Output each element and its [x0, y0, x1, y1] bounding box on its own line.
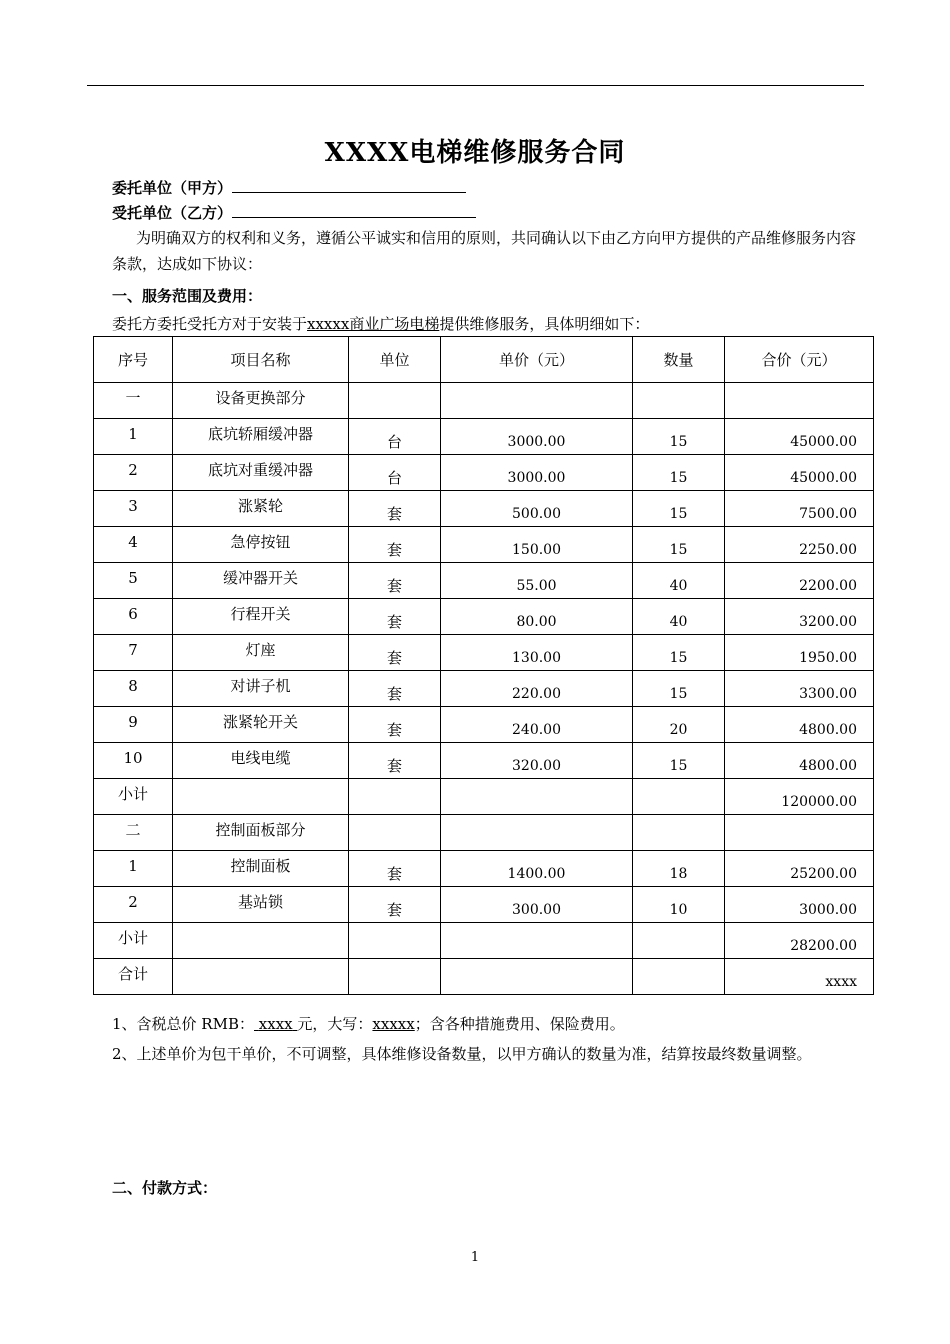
section1-description: [112, 313, 649, 334]
cell-qty: 10: [633, 887, 725, 923]
cell-price: 130.00: [441, 635, 633, 671]
cell-price: 55.00: [441, 563, 633, 599]
cell-total: 7500.00: [725, 491, 874, 527]
cell-unit: 套: [349, 743, 441, 779]
cell-name: 设备更换部分: [173, 383, 349, 419]
party-b-blank: [232, 203, 476, 218]
cell-qty: 20: [633, 707, 725, 743]
cell-qty: [633, 923, 725, 959]
table-row: [94, 959, 874, 995]
cell-no: 1: [94, 851, 173, 887]
note2: 2、上述单价为包干单价，不可调整，具体维修设备数量，以甲方确认的数量为准，结算按最终数量调整。: [112, 1045, 812, 1063]
cell-name: 底坑对重缓冲器: [173, 455, 349, 491]
cell-unit: 台: [349, 455, 441, 491]
party-a-line: [112, 177, 466, 198]
cell-no: 3: [94, 491, 173, 527]
cell-name: 底坑轿厢缓冲器: [173, 419, 349, 455]
cell-unit: 套: [349, 563, 441, 599]
cell-total: xxxx: [725, 959, 874, 995]
header-qty: 数量: [633, 337, 725, 383]
note1-mid: 元，大写：: [297, 1015, 373, 1033]
cell-unit: 套: [349, 851, 441, 887]
table-row: [94, 491, 874, 527]
party-b-label: 受托单位（乙方）: [112, 204, 233, 222]
cell-no: 9: [94, 707, 173, 743]
cell-no: 二: [94, 815, 173, 851]
party-b-line: [112, 202, 476, 223]
header-price: 单价（元）: [441, 337, 633, 383]
table-row: [94, 419, 874, 455]
cell-total: 3300.00: [725, 671, 874, 707]
cell-total: 45000.00: [725, 455, 874, 491]
table-row: [94, 707, 874, 743]
cell-price: [441, 383, 633, 419]
table-header-row: [94, 337, 874, 383]
cell-qty: [633, 815, 725, 851]
cell-price: 80.00: [441, 599, 633, 635]
note1-post: ；含各种措施费用、保险费用。: [414, 1015, 625, 1033]
table-row: [94, 455, 874, 491]
section1-heading: 一、服务范围及费用：: [112, 287, 263, 305]
cell-no: 5: [94, 563, 173, 599]
header-name: 项目名称: [173, 337, 349, 383]
cell-no: 小计: [94, 923, 173, 959]
cell-price: 220.00: [441, 671, 633, 707]
cell-total: 45000.00: [725, 419, 874, 455]
cell-total: 3000.00: [725, 887, 874, 923]
cell-name: 缓冲器开关: [173, 563, 349, 599]
header-no: 序号: [94, 337, 173, 383]
cell-unit: 套: [349, 599, 441, 635]
cell-no: 10: [94, 743, 173, 779]
cell-price: 240.00: [441, 707, 633, 743]
cell-qty: 15: [633, 671, 725, 707]
section2-heading: 二、付款方式：: [112, 1179, 218, 1197]
cell-unit: [349, 779, 441, 815]
note1-pre: 1、含税总价 RMB：: [112, 1015, 254, 1033]
header-total: 合价（元）: [725, 337, 874, 383]
cell-total: [725, 815, 874, 851]
cell-no: 8: [94, 671, 173, 707]
cell-qty: [633, 779, 725, 815]
cell-name: [173, 779, 349, 815]
cell-unit: 套: [349, 671, 441, 707]
cell-total: 2200.00: [725, 563, 874, 599]
cell-total: 4800.00: [725, 743, 874, 779]
cell-no: 2: [94, 887, 173, 923]
table-row: [94, 563, 874, 599]
table-row: [94, 635, 874, 671]
table-row: [94, 527, 874, 563]
cell-name: 控制面板: [173, 851, 349, 887]
intro-paragraph: 为明确双方的权利和义务，遵循公平诚实和信用的原则，共同确认以下由乙方向甲方提供的产品维修服务内容条款，达成如下协议：: [112, 229, 857, 273]
cell-name: [173, 959, 349, 995]
cell-no: 1: [94, 419, 173, 455]
cell-no: 小计: [94, 779, 173, 815]
cell-qty: 15: [633, 743, 725, 779]
cell-total: 3200.00: [725, 599, 874, 635]
cell-unit: [349, 923, 441, 959]
cell-qty: [633, 959, 725, 995]
cell-unit: 套: [349, 491, 441, 527]
cell-name: 涨紧轮: [173, 491, 349, 527]
cell-name: 控制面板部分: [173, 815, 349, 851]
cell-price: 3000.00: [441, 455, 633, 491]
cell-no: 一: [94, 383, 173, 419]
cell-price: [441, 779, 633, 815]
cell-unit: [349, 383, 441, 419]
cell-name: 急停按钮: [173, 527, 349, 563]
cell-total: 2250.00: [725, 527, 874, 563]
cell-unit: [349, 959, 441, 995]
cell-unit: 台: [349, 419, 441, 455]
table-row: [94, 923, 874, 959]
items-table-body: [94, 337, 874, 995]
cell-qty: 18: [633, 851, 725, 887]
cell-qty: 15: [633, 419, 725, 455]
note1-amount: xxxx: [258, 1015, 293, 1033]
cell-price: 1400.00: [441, 851, 633, 887]
cell-unit: 套: [349, 887, 441, 923]
cell-unit: 套: [349, 707, 441, 743]
cell-total: [725, 383, 874, 419]
cell-qty: 15: [633, 491, 725, 527]
note1: [112, 1013, 625, 1034]
table-row: [94, 779, 874, 815]
table-row: [94, 383, 874, 419]
cell-total: 4800.00: [725, 707, 874, 743]
table-row: [94, 815, 874, 851]
cell-name: [173, 923, 349, 959]
cell-name: 电线电缆: [173, 743, 349, 779]
table-row: [94, 743, 874, 779]
header-rule: [87, 85, 864, 86]
cell-name: 行程开关: [173, 599, 349, 635]
desc-location: xxxxx商业广场电梯: [307, 315, 440, 333]
cell-price: 300.00: [441, 887, 633, 923]
cell-unit: 套: [349, 527, 441, 563]
cell-name: 基站锁: [173, 887, 349, 923]
cell-price: 500.00: [441, 491, 633, 527]
table-row: [94, 887, 874, 923]
desc-pre: 委托方委托受托方对于安装于: [112, 315, 308, 333]
cell-no: 合计: [94, 959, 173, 995]
cell-price: 150.00: [441, 527, 633, 563]
cell-total: 28200.00: [725, 923, 874, 959]
cell-price: [441, 923, 633, 959]
cell-price: [441, 959, 633, 995]
cell-total: 25200.00: [725, 851, 874, 887]
cell-price: 320.00: [441, 743, 633, 779]
cell-no: 6: [94, 599, 173, 635]
items-table: [93, 336, 874, 995]
cell-qty: 15: [633, 635, 725, 671]
cell-qty: 40: [633, 563, 725, 599]
cell-no: 4: [94, 527, 173, 563]
cell-price: [441, 815, 633, 851]
cell-unit: 套: [349, 635, 441, 671]
cell-no: 7: [94, 635, 173, 671]
cell-qty: 15: [633, 455, 725, 491]
cell-qty: 40: [633, 599, 725, 635]
party-a-label: 委托单位（甲方）: [112, 179, 233, 197]
cell-name: 灯座: [173, 635, 349, 671]
cell-qty: [633, 383, 725, 419]
contract-title: XXXX电梯维修服务合同: [324, 138, 626, 168]
desc-post: 提供维修服务，具体明细如下：: [439, 315, 650, 333]
cell-unit: [349, 815, 441, 851]
table-row: [94, 671, 874, 707]
header-unit: 单位: [349, 337, 441, 383]
note1-amount-words: xxxxx: [372, 1015, 415, 1033]
cell-name: 对讲子机: [173, 671, 349, 707]
party-a-blank: [232, 178, 466, 193]
table-row: [94, 851, 874, 887]
page-number: 1: [470, 1250, 480, 1265]
cell-qty: 15: [633, 527, 725, 563]
cell-price: 3000.00: [441, 419, 633, 455]
cell-total: 120000.00: [725, 779, 874, 815]
cell-name: 涨紧轮开关: [173, 707, 349, 743]
cell-total: 1950.00: [725, 635, 874, 671]
table-row: [94, 599, 874, 635]
cell-no: 2: [94, 455, 173, 491]
